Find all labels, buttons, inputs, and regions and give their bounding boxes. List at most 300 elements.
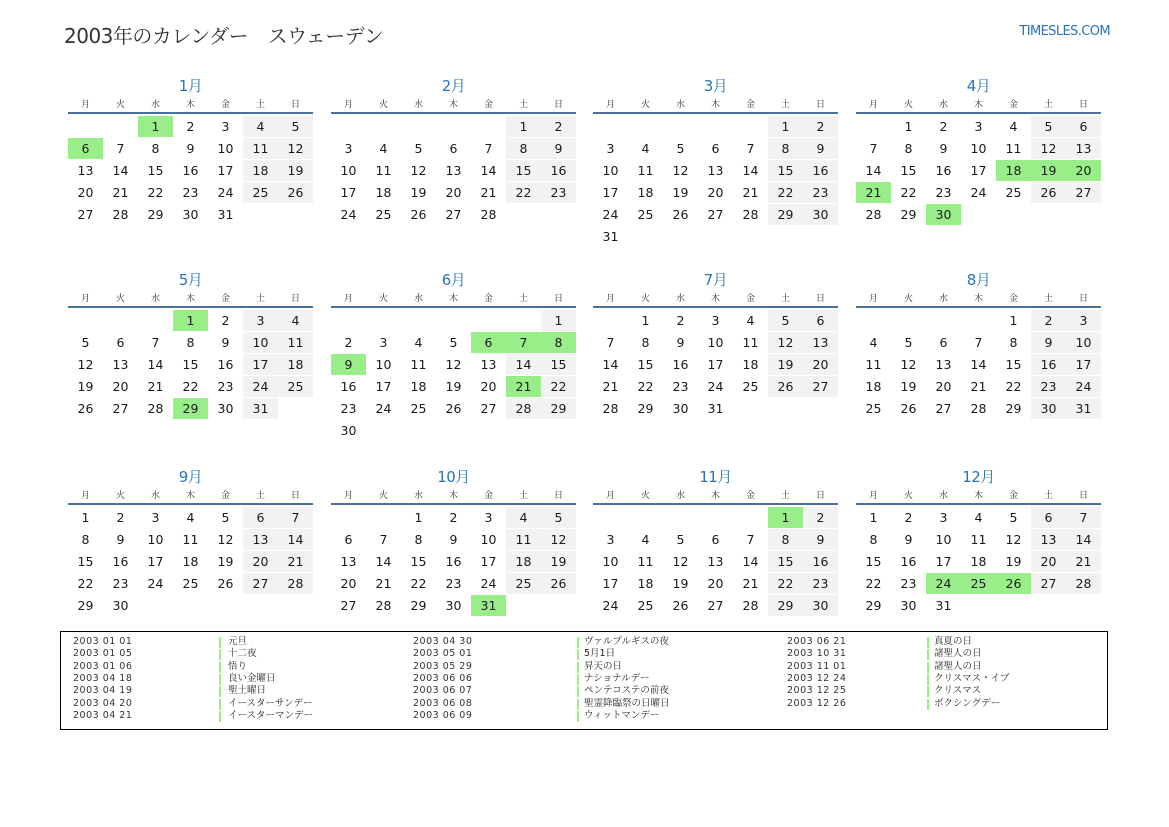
legend-holiday-name: 諸聖人の日 <box>934 660 982 672</box>
day-grid <box>68 310 313 420</box>
weekend-day: 13 <box>803 332 838 353</box>
weekday-label: 火 <box>640 491 650 501</box>
weekday-label: 火 <box>903 491 913 501</box>
day-cell: 3 <box>151 510 160 525</box>
weekday-label: 月 <box>868 294 878 304</box>
weekday-header <box>331 98 576 114</box>
day-cell: 3 <box>711 313 720 328</box>
weekday-label: 木 <box>710 294 720 304</box>
legend-holiday-name: クリスマス・イブ <box>934 672 1010 684</box>
day-cell: 24 <box>602 598 619 613</box>
weekday-label: 火 <box>115 491 125 501</box>
day-cell: 20 <box>445 185 462 200</box>
weekend-day: 25 <box>506 573 541 594</box>
day-cell: 11 <box>1005 141 1022 156</box>
day-cell: 22 <box>182 379 199 394</box>
legend-marker <box>927 662 929 673</box>
day-cell: 5 <box>676 532 685 547</box>
day-cell: 7 <box>116 141 125 156</box>
empty-cell <box>471 116 506 138</box>
weekday-label: 月 <box>605 294 615 304</box>
day-cell: 11 <box>637 554 654 569</box>
weekend-day: 15 <box>541 354 576 375</box>
day-cell: 21 <box>742 185 759 200</box>
weekday-label: 木 <box>448 491 458 501</box>
weekday-label: 土 <box>780 100 790 110</box>
weekend-day: 15 <box>768 551 803 572</box>
weekday-label: 月 <box>343 294 353 304</box>
day-grid <box>593 310 838 420</box>
legend-date: 2003 05 01 <box>413 648 473 660</box>
day-cell: 9 <box>904 532 913 547</box>
legend-entry <box>73 661 393 673</box>
day-cell: 27 <box>77 207 94 222</box>
weekend-day: 4 <box>506 507 541 528</box>
legend-holiday-name: 真夏の日 <box>934 636 973 647</box>
empty-cell <box>436 116 471 138</box>
day-grid <box>593 116 838 248</box>
day-cell: 17 <box>375 379 392 394</box>
empty-cell <box>103 116 138 138</box>
holiday-day: 1 <box>768 507 803 528</box>
day-cell: 10 <box>935 532 952 547</box>
day-cell: 26 <box>445 401 462 416</box>
weekend-day: 4 <box>278 310 313 331</box>
weekend-day: 2 <box>541 116 576 137</box>
legend-date: 2003 12 24 <box>787 672 847 684</box>
weekday-label: 水 <box>150 491 160 501</box>
day-cell: 10 <box>375 357 392 372</box>
weekday-label: 金 <box>220 294 230 304</box>
day-cell: 9 <box>676 335 685 350</box>
day-cell: 9 <box>186 141 195 156</box>
day-cell: 20 <box>340 576 357 591</box>
day-cell: 13 <box>707 163 724 178</box>
day-cell: 11 <box>970 532 987 547</box>
legend-holiday-name: ナショナルデー <box>584 672 650 684</box>
day-cell: 24 <box>340 207 357 222</box>
legend-entry <box>413 648 733 660</box>
legend-date: 2003 01 06 <box>73 660 133 672</box>
day-cell: 1 <box>414 510 423 525</box>
day-cell: 3 <box>939 510 948 525</box>
month-block <box>593 74 838 248</box>
day-cell: 23 <box>112 576 129 591</box>
day-cell: 4 <box>641 532 650 547</box>
day-cell: 13 <box>445 163 462 178</box>
weekday-header <box>856 489 1101 505</box>
weekday-label: 火 <box>640 100 650 110</box>
day-cell: 19 <box>672 185 689 200</box>
day-cell: 15 <box>182 357 199 372</box>
day-cell: 4 <box>1009 119 1018 134</box>
day-cell: 24 <box>217 185 234 200</box>
day-cell: 1 <box>81 510 90 525</box>
weekend-day: 15 <box>768 160 803 181</box>
day-cell: 8 <box>1009 335 1018 350</box>
weekend-day: 1 <box>506 116 541 137</box>
day-cell: 11 <box>865 357 882 372</box>
weekday-label: 火 <box>378 100 388 110</box>
weekday-header <box>856 292 1101 308</box>
weekday-label: 水 <box>675 100 685 110</box>
day-cell: 31 <box>707 401 724 416</box>
legend-holiday-name: 昇天の日 <box>584 660 623 672</box>
day-cell: 12 <box>410 163 427 178</box>
day-cell: 11 <box>375 163 392 178</box>
legend-date: 2003 06 09 <box>413 709 473 721</box>
weekend-day: 20 <box>803 354 838 375</box>
weekday-label: 金 <box>220 100 230 110</box>
day-cell: 16 <box>900 554 917 569</box>
weekend-day: 27 <box>803 376 838 397</box>
day-cell: 2 <box>939 119 948 134</box>
holiday-day: 6 <box>68 138 103 159</box>
empty-cell <box>733 507 768 529</box>
legend-date: 2003 11 01 <box>787 660 847 672</box>
weekday-label: 月 <box>80 100 90 110</box>
day-cell: 19 <box>445 379 462 394</box>
day-cell: 15 <box>147 163 164 178</box>
day-cell: 8 <box>186 335 195 350</box>
day-cell: 27 <box>445 207 462 222</box>
day-cell: 2 <box>221 313 230 328</box>
holiday-day: 7 <box>506 332 541 353</box>
weekend-day: 30 <box>803 204 838 225</box>
day-cell: 8 <box>641 335 650 350</box>
empty-cell <box>401 310 436 332</box>
weekday-label: 金 <box>483 491 493 501</box>
empty-cell <box>366 310 401 332</box>
day-grid <box>68 116 313 226</box>
day-cell: 7 <box>484 141 493 156</box>
weekday-label: 日 <box>290 491 300 501</box>
day-cell: 11 <box>410 357 427 372</box>
day-cell: 9 <box>939 141 948 156</box>
day-cell: 30 <box>182 207 199 222</box>
weekday-label: 日 <box>815 294 825 304</box>
weekend-day: 9 <box>803 138 838 159</box>
weekday-label: 日 <box>290 100 300 110</box>
legend-marker <box>927 674 929 685</box>
empty-cell <box>698 507 733 529</box>
empty-cell <box>471 310 506 332</box>
legend-date: 2003 06 07 <box>413 685 473 697</box>
weekend-day: 9 <box>803 529 838 550</box>
day-cell: 26 <box>77 401 94 416</box>
legend-entry <box>73 710 393 722</box>
legend-entry <box>73 636 393 648</box>
weekday-label: 月 <box>343 100 353 110</box>
weekday-label: 日 <box>553 294 563 304</box>
legend-entry <box>787 636 1107 648</box>
legend-date: 2003 12 25 <box>787 685 847 697</box>
day-cell: 8 <box>414 532 423 547</box>
weekend-day: 9 <box>1031 332 1066 353</box>
weekday-label: 土 <box>255 294 265 304</box>
holiday-day: 29 <box>173 398 208 419</box>
weekend-day: 10 <box>1066 332 1101 353</box>
day-cell: 19 <box>1005 554 1022 569</box>
day-cell: 7 <box>151 335 160 350</box>
day-cell: 5 <box>81 335 90 350</box>
day-cell: 30 <box>112 598 129 613</box>
month-title: 6月 <box>441 271 466 289</box>
weekday-label: 月 <box>80 491 90 501</box>
day-cell: 24 <box>375 401 392 416</box>
weekend-day: 29 <box>541 398 576 419</box>
day-cell: 27 <box>935 401 952 416</box>
legend-holiday-name: 聖土曜日 <box>228 685 267 697</box>
weekday-label: 水 <box>413 100 423 110</box>
day-cell: 28 <box>602 401 619 416</box>
day-cell: 29 <box>410 598 427 613</box>
empty-cell <box>961 310 996 332</box>
legend-entry <box>73 673 393 685</box>
day-cell: 10 <box>217 141 234 156</box>
day-cell: 6 <box>711 532 720 547</box>
legend-marker <box>219 637 221 648</box>
holiday-day: 25 <box>961 573 996 594</box>
day-cell: 24 <box>147 576 164 591</box>
day-cell: 12 <box>672 554 689 569</box>
day-grid <box>593 507 838 617</box>
day-cell: 4 <box>869 335 878 350</box>
holiday-day: 1 <box>138 116 173 137</box>
weekday-label: 日 <box>290 294 300 304</box>
weekend-day: 18 <box>506 551 541 572</box>
empty-cell <box>663 116 698 138</box>
weekday-label: 土 <box>518 491 528 501</box>
legend-holiday-name: 5月1日 <box>584 648 616 660</box>
day-cell: 28 <box>970 401 987 416</box>
day-cell: 21 <box>602 379 619 394</box>
site-link[interactable]: TIMESLES.COM <box>1019 24 1110 39</box>
day-cell: 31 <box>602 229 619 244</box>
day-cell: 15 <box>410 554 427 569</box>
empty-cell <box>103 310 138 332</box>
day-cell: 12 <box>900 357 917 372</box>
weekend-day: 28 <box>278 573 313 594</box>
empty-cell <box>366 507 401 529</box>
day-cell: 15 <box>900 163 917 178</box>
day-cell: 19 <box>410 185 427 200</box>
weekday-header <box>593 292 838 308</box>
weekend-day: 23 <box>803 182 838 203</box>
day-cell: 13 <box>935 357 952 372</box>
weekend-day: 26 <box>768 376 803 397</box>
day-cell: 28 <box>375 598 392 613</box>
weekend-day: 6 <box>243 507 278 528</box>
day-cell: 29 <box>147 207 164 222</box>
weekend-day: 7 <box>278 507 313 528</box>
weekday-label: 金 <box>745 100 755 110</box>
day-cell: 21 <box>375 576 392 591</box>
weekday-label: 火 <box>378 491 388 501</box>
day-grid <box>331 507 576 617</box>
weekend-day: 11 <box>506 529 541 550</box>
day-cell: 17 <box>147 554 164 569</box>
day-cell: 2 <box>186 119 195 134</box>
legend-marker <box>927 699 929 710</box>
day-cell: 26 <box>672 598 689 613</box>
weekend-day: 5 <box>541 507 576 528</box>
day-cell: 8 <box>151 141 160 156</box>
weekday-label: 水 <box>675 491 685 501</box>
legend-holiday-name: ウィットマンデー <box>584 709 660 721</box>
weekend-day: 28 <box>506 398 541 419</box>
month-block <box>331 465 576 617</box>
day-cell: 18 <box>970 554 987 569</box>
day-cell: 28 <box>480 207 497 222</box>
day-cell: 17 <box>935 554 952 569</box>
weekend-day: 16 <box>541 160 576 181</box>
day-cell: 21 <box>742 576 759 591</box>
empty-cell <box>926 310 961 332</box>
day-cell: 18 <box>637 185 654 200</box>
weekend-day: 1 <box>768 116 803 137</box>
day-cell: 31 <box>217 207 234 222</box>
weekday-label: 月 <box>605 491 615 501</box>
weekday-label: 火 <box>378 294 388 304</box>
legend-marker <box>577 662 579 673</box>
holiday-day: 6 <box>471 332 506 353</box>
weekend-day: 16 <box>803 160 838 181</box>
day-cell: 27 <box>340 598 357 613</box>
day-cell: 13 <box>77 163 94 178</box>
legend-holiday-name: クリスマス <box>934 685 982 697</box>
day-cell: 22 <box>1005 379 1022 394</box>
weekend-day: 16 <box>803 551 838 572</box>
day-cell: 3 <box>344 141 353 156</box>
legend-entry <box>413 698 733 710</box>
day-cell: 25 <box>375 207 392 222</box>
weekend-day: 12 <box>1031 138 1066 159</box>
day-grid <box>856 507 1101 617</box>
legend-holiday-name: 良い金曜日 <box>228 672 276 684</box>
empty-cell <box>856 116 891 138</box>
day-cell: 27 <box>480 401 497 416</box>
weekday-label: 日 <box>815 491 825 501</box>
empty-cell <box>891 310 926 332</box>
weekday-label: 木 <box>185 100 195 110</box>
weekend-day: 14 <box>1066 529 1101 550</box>
legend-marker <box>219 662 221 673</box>
month-title: 9月 <box>178 468 203 486</box>
weekend-day: 5 <box>1031 116 1066 137</box>
weekday-label: 月 <box>868 100 878 110</box>
weekend-day: 12 <box>278 138 313 159</box>
day-cell: 2 <box>676 313 685 328</box>
empty-cell <box>331 116 366 138</box>
weekday-label: 金 <box>483 100 493 110</box>
day-cell: 23 <box>340 401 357 416</box>
day-cell: 18 <box>742 357 759 372</box>
weekend-day: 6 <box>1031 507 1066 528</box>
month-title: 1月 <box>178 77 203 95</box>
weekday-label: 金 <box>483 294 493 304</box>
legend-marker <box>577 699 579 710</box>
weekday-label: 月 <box>343 491 353 501</box>
month-block <box>68 465 313 617</box>
day-cell: 17 <box>707 357 724 372</box>
day-cell: 2 <box>904 510 913 525</box>
weekend-day: 12 <box>768 332 803 353</box>
day-cell: 3 <box>606 532 615 547</box>
weekend-day: 31 <box>243 398 278 419</box>
day-cell: 8 <box>904 141 913 156</box>
weekday-label: 日 <box>1078 294 1088 304</box>
day-cell: 7 <box>974 335 983 350</box>
month-title: 11月 <box>699 468 732 486</box>
legend-entry <box>413 673 733 685</box>
weekend-day: 27 <box>243 573 278 594</box>
empty-cell <box>506 310 541 332</box>
day-cell: 20 <box>707 185 724 200</box>
day-cell: 14 <box>742 163 759 178</box>
legend-date: 2003 04 30 <box>413 636 473 647</box>
empty-cell <box>593 116 628 138</box>
weekend-day: 6 <box>1066 116 1101 137</box>
legend-entry <box>787 648 1107 660</box>
legend-marker <box>577 649 579 660</box>
weekday-label: 土 <box>255 491 265 501</box>
day-cell: 7 <box>379 532 388 547</box>
holiday-day: 20 <box>1066 160 1101 181</box>
day-cell: 15 <box>637 357 654 372</box>
day-cell: 25 <box>637 207 654 222</box>
empty-cell <box>436 310 471 332</box>
day-grid <box>68 507 313 617</box>
weekday-label: 土 <box>780 491 790 501</box>
holiday-day: 30 <box>926 204 961 225</box>
weekend-day: 10 <box>243 332 278 353</box>
day-cell: 20 <box>480 379 497 394</box>
legend-date: 2003 04 19 <box>73 685 133 697</box>
day-cell: 7 <box>746 532 755 547</box>
weekday-label: 水 <box>413 294 423 304</box>
day-cell: 22 <box>410 576 427 591</box>
day-cell: 5 <box>676 141 685 156</box>
legend-date: 2003 04 21 <box>73 709 133 721</box>
month-title: 5月 <box>178 271 203 289</box>
day-cell: 9 <box>221 335 230 350</box>
day-cell: 30 <box>900 598 917 613</box>
holiday-legend <box>60 631 1108 730</box>
legend-entry <box>73 698 393 710</box>
weekday-label: 水 <box>938 100 948 110</box>
weekday-label: 土 <box>255 100 265 110</box>
empty-cell <box>68 116 103 138</box>
legend-date: 2003 06 08 <box>413 697 473 709</box>
day-cell: 22 <box>900 185 917 200</box>
legend-marker <box>927 637 929 648</box>
legend-marker <box>219 711 221 722</box>
legend-marker <box>577 711 579 722</box>
day-cell: 25 <box>410 401 427 416</box>
weekday-label: 水 <box>938 491 948 501</box>
month-block <box>593 465 838 617</box>
day-cell: 6 <box>449 141 458 156</box>
weekday-header <box>593 489 838 505</box>
day-cell: 10 <box>602 163 619 178</box>
day-cell: 13 <box>480 357 497 372</box>
month-block <box>68 268 313 420</box>
weekend-day: 20 <box>1031 551 1066 572</box>
weekend-day: 19 <box>541 551 576 572</box>
day-cell: 28 <box>865 207 882 222</box>
weekend-day: 14 <box>278 529 313 550</box>
